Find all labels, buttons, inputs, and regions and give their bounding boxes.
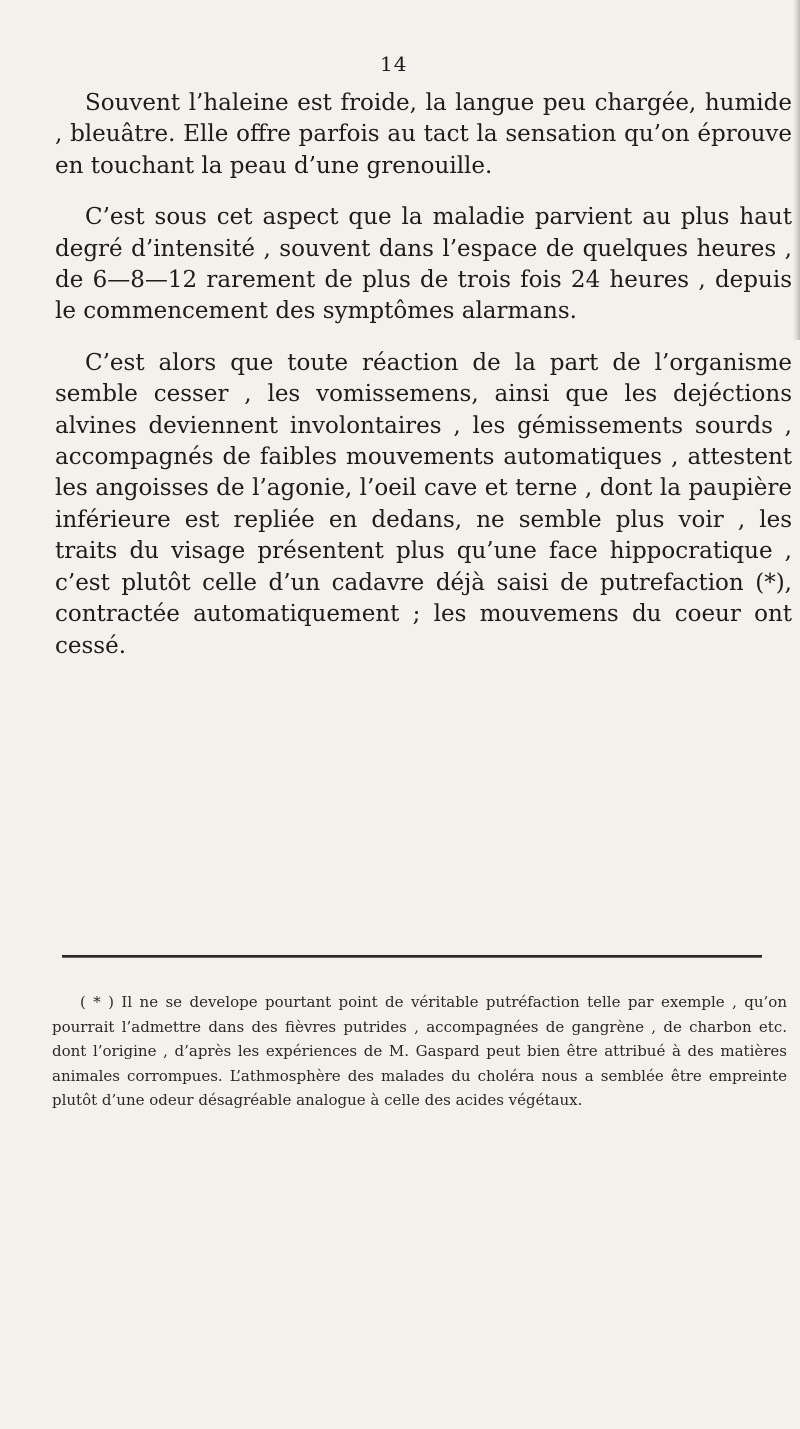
footnote: ( * ) Il ne se develope pourtant point de véritable putréfaction telle par exemple , qu’on pourrait l’admettre dans des fièvres putrides , accompagnées de gangrène , de charbon etc. dont l’origine , d’après les expériences de M. Gaspard peut bien être attribué à des matières animales corrompues. L’athmosphère des malades du choléra nous a semblée être empreinte plutôt d’une odeur désagréable analogue à celle des acides végétaux.	[52, 993, 787, 1110]
page-edge-shadow	[793, 0, 800, 340]
body-text	[55, 88, 792, 662]
footnote-divider	[62, 955, 762, 958]
paragraph-2: C’est sous cet aspect que la maladie parvient au plus haut degré d’intensité , souvent dans l’espace de quelques heures , de 6—8—12 rarement de plus de trois fois 24 heures , depuis le commencement des symptômes alarmans.	[55, 204, 792, 325]
paragraph-3: C’est alors que toute réaction de la part de l’organisme semble cesser , les vomissemens, ainsi que les dejéctions alvines deviennent involontaires , les gémissements sourds , accompagnés de faibles mouvements automatiques , attestent les angoisses de l’agonie, l’oeil cave et terne , dont la paupière inférieure est repliée en dedans, ne semble plus voir , les traits du visage présentent plus qu’une face hippocratique , c’est plutôt celle d’un cadavre déjà saisi de putrefaction (*), contractée automatiquement ; les mouvemens du coeur ont cessé.	[55, 349, 792, 659]
page-number: 14	[380, 52, 408, 76]
paragraph-1: Souvent l’haleine est froide, la langue peu chargée, humide , bleuâtre. Elle offre parfois au tact la sensation qu’on éprouve en touchant la peau d’une grenouille.	[55, 90, 792, 179]
